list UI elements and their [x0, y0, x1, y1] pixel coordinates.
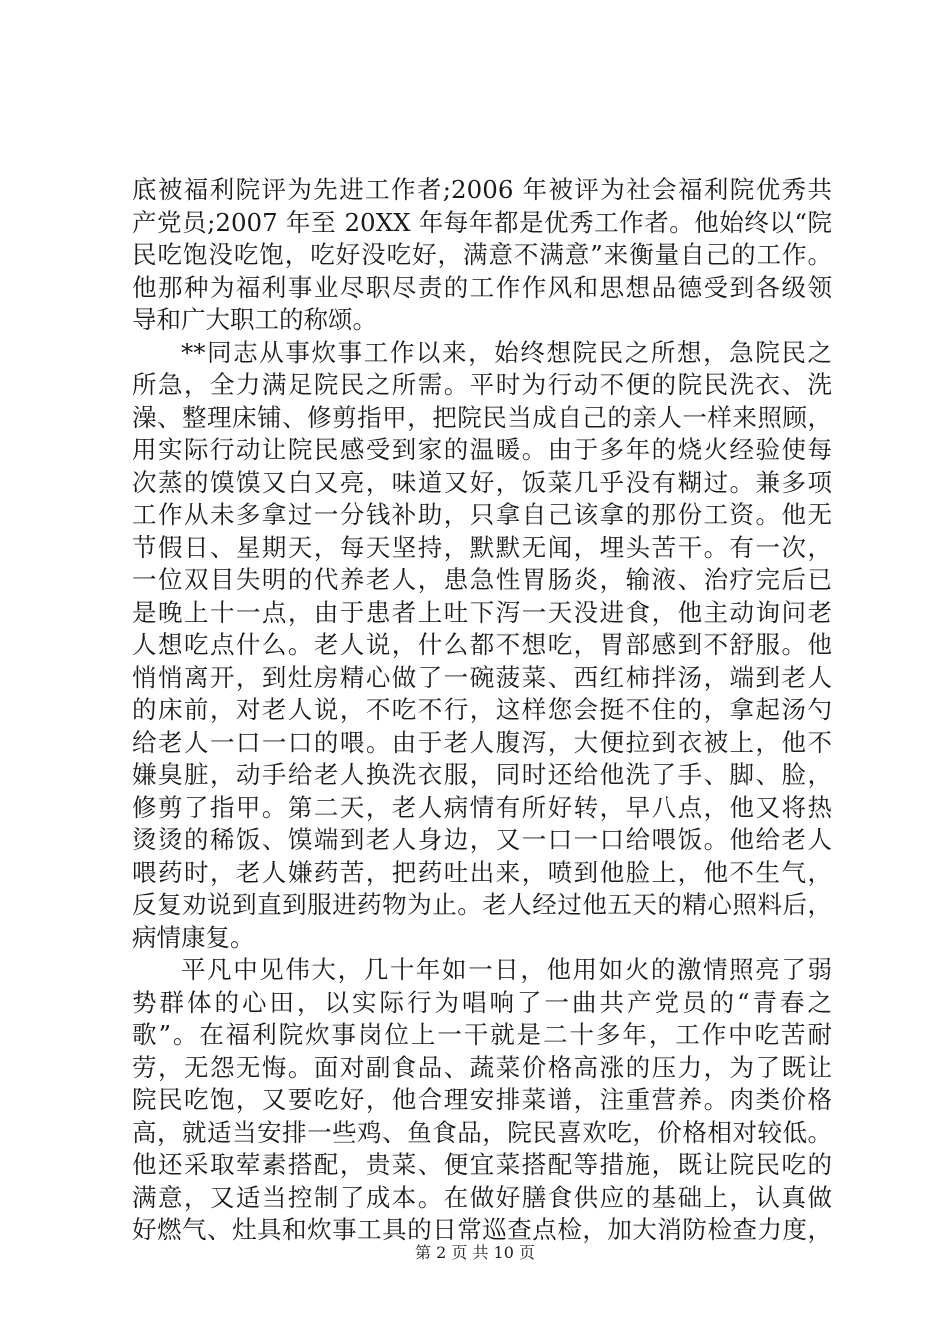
text-line: 一位双目失明的代养老人，患急性胃肠炎，输液、治疗完后已	[132, 565, 832, 594]
text-line: 底被福利院评为先进工作者;2006 年被评为社会福利院优秀共	[132, 175, 832, 204]
text-line: 澡、整理床铺、修剪指甲，把院民当成自己的亲人一样来照顾，	[132, 402, 832, 432]
text-line: 喂药时，老人嫌药苦，把药吐出来，喷到他脸上，他不生气，	[132, 857, 832, 887]
text-line: 节假日、星期天，每天坚持，默默无闻，埋头苦干。有一次，	[132, 532, 832, 562]
text-line: 悄悄离开，到灶房精心做了一碗菠菜、西红柿拌汤，端到老人	[132, 662, 832, 692]
text-line: 劳，无怨无悔。面对副食品、蔬菜价格高涨的压力，为了既让	[132, 1052, 832, 1082]
text-line: 病情康复。	[132, 922, 255, 952]
text-line: 产党员;2007 年至 20XX 年每年都是优秀工作者。他始终以“院	[132, 207, 832, 237]
text-line: 用实际行动让院民感受到家的温暖。由于多年的烧火经验使每	[132, 435, 832, 464]
text-line: 民吃饱没吃饱，吃好没吃好，满意不满意”来衡量自己的工作。	[132, 240, 832, 269]
page-footer: 第 2 页 共 10 页	[415, 1243, 535, 1262]
text-line: 导和广大职工的称颂。	[132, 305, 377, 334]
text-line: 院民吃饱，又要吃好，他合理安排菜谱，注重营养。肉类价格	[132, 1085, 832, 1114]
text-line: 的床前，对老人说，不吃不行，这样您会挺不住的，拿起汤勺	[132, 695, 832, 724]
text-line: 给老人一口一口的喂。由于老人腹泻，大便拉到衣被上，他不	[132, 727, 832, 757]
text-line: 是晚上十一点，由于患者上吐下泻一天没进食，他主动询问老	[132, 597, 832, 627]
text-line: 他还采取荤素搭配，贵菜、便宜菜搭配等措施，既让院民吃的	[132, 1150, 832, 1179]
text-line: 平凡中见伟大，几十年如一日，他用如火的激情照亮了弱	[181, 955, 832, 984]
text-line: 所急，全力满足院民之所需。平时为行动不便的院民洗衣、洗	[132, 370, 832, 399]
text-line: 高，就适当安排一些鸡、鱼食品，院民喜欢吃，价格相对较低。	[132, 1117, 832, 1147]
text-line: 势群体的心田，以实际行为唱响了一曲共产党员的“青春之	[132, 987, 832, 1017]
document-body	[132, 174, 832, 1247]
text-line: 嫌臭脏，动手给老人换洗衣服，同时还给他洗了手、脚、脸，	[132, 760, 832, 789]
text-line: 歌”。在福利院炊事岗位上一干就是二十多年，工作中吃苦耐	[132, 1020, 832, 1049]
text-line: 反复劝说到直到服进药物为止。老人经过他五天的精心照料后，	[132, 890, 832, 919]
text-line: 好燃气、灶具和炊事工具的日常巡查点检，加大消防检查力度，	[132, 1215, 832, 1244]
text-line: 他那种为福利事业尽职尽责的工作作风和思想品德受到各级领	[132, 272, 832, 302]
text-line: 人想吃点什么。老人说，什么都不想吃，胃部感到不舒服。他	[132, 630, 832, 659]
text-line: **同志从事炊事工作以来，始终想院民之所想，急院民之	[181, 337, 832, 367]
text-line: 次蒸的馍馍又白又亮，味道又好，饭菜几乎没有糊过。兼多项	[132, 467, 832, 497]
text-line: 满意，又适当控制了成本。在做好膳食供应的基础上，认真做	[132, 1182, 832, 1212]
text-line: 修剪了指甲。第二天，老人病情有所好转，早八点，他又将热	[132, 792, 832, 822]
text-line: 烫烫的稀饭、馍端到老人身边，又一口一口给喂饭。他给老人	[132, 825, 832, 854]
text-line: 工作从未多拿过一分钱补助，只拿自己该拿的那份工资。他无	[132, 500, 832, 529]
